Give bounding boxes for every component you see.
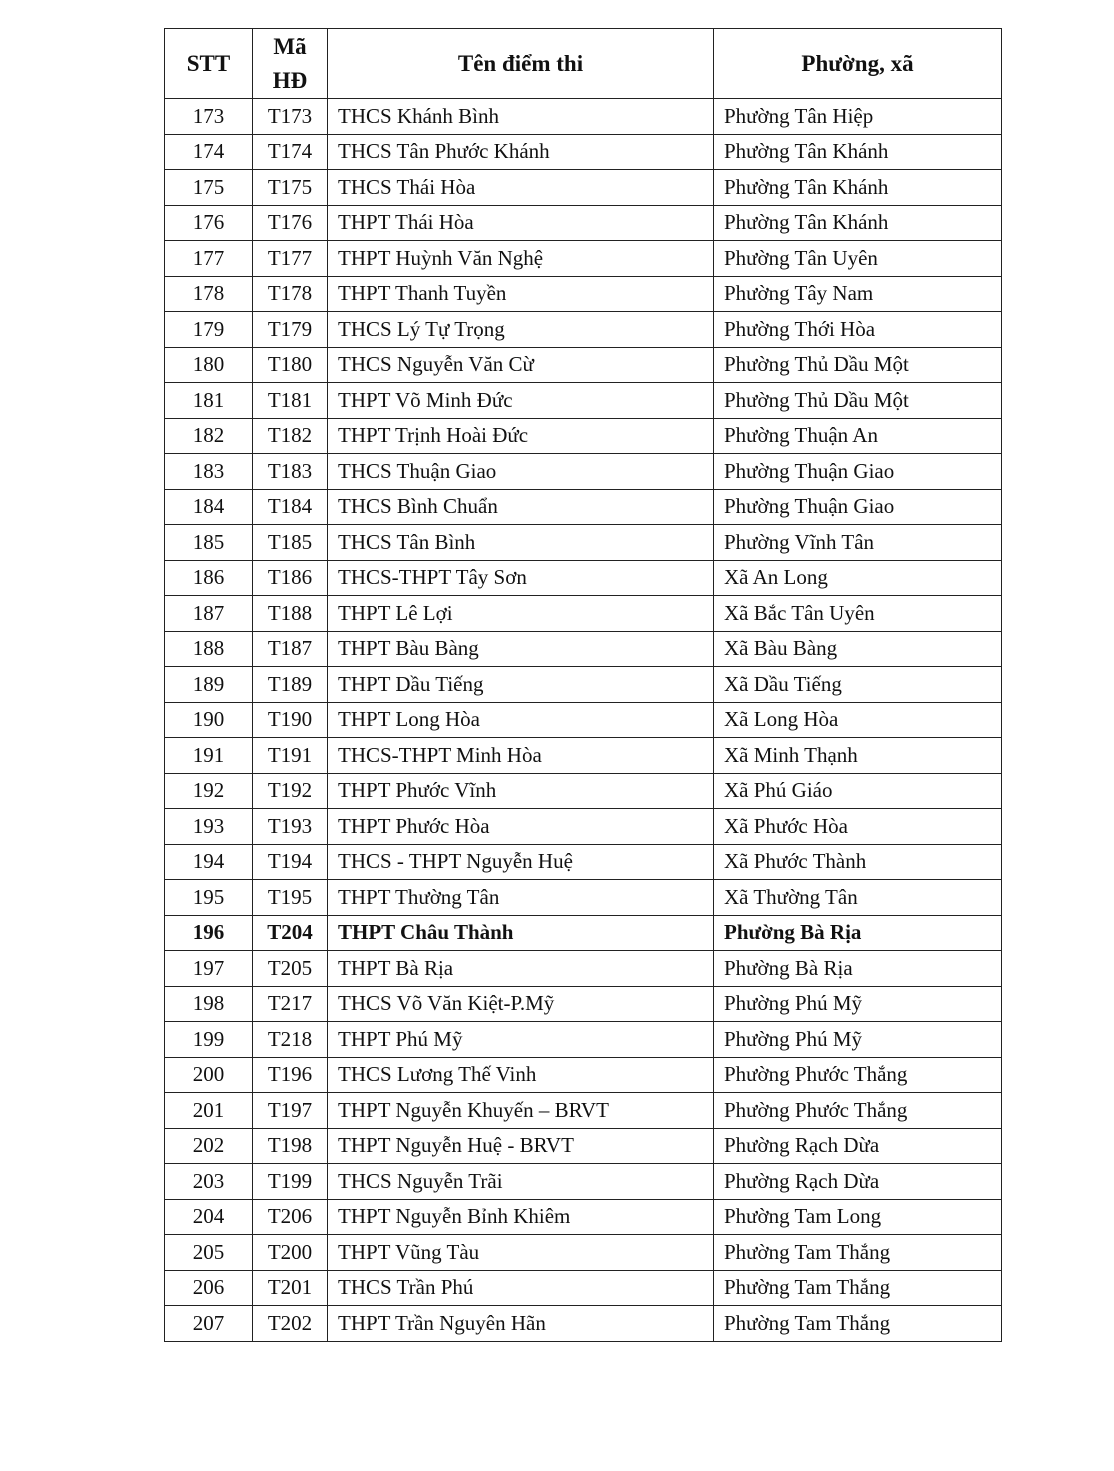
header-ward-commune: Phường, xã bbox=[714, 29, 1002, 99]
table-row bbox=[165, 773, 1002, 809]
row-stt: 185 bbox=[165, 525, 253, 561]
row-ma-hd: T217 bbox=[253, 986, 328, 1022]
row-ward-commune: Xã Phước Hòa bbox=[714, 809, 1002, 845]
table-row bbox=[165, 1199, 1002, 1235]
row-ma-hd: T200 bbox=[253, 1235, 328, 1271]
row-ward-commune: Phường Phước Thắng bbox=[714, 1093, 1002, 1129]
row-exam-site-name: THCS Nguyễn Trãi bbox=[328, 1164, 714, 1200]
row-ward-commune: Phường Bà Rịa bbox=[714, 915, 1002, 951]
row-ward-commune: Phường Vĩnh Tân bbox=[714, 525, 1002, 561]
row-ma-hd: T189 bbox=[253, 667, 328, 703]
table-row bbox=[165, 1306, 1002, 1342]
table-row bbox=[165, 667, 1002, 703]
row-stt: 205 bbox=[165, 1235, 253, 1271]
row-stt: 183 bbox=[165, 454, 253, 490]
table-row bbox=[165, 809, 1002, 845]
row-stt: 187 bbox=[165, 596, 253, 632]
row-ma-hd: T188 bbox=[253, 596, 328, 632]
row-exam-site-name: THCS Tân Phước Khánh bbox=[328, 134, 714, 170]
row-exam-site-name: THPT Thanh Tuyền bbox=[328, 276, 714, 312]
row-ward-commune: Phường Thới Hòa bbox=[714, 312, 1002, 348]
row-ward-commune: Phường Rạch Dừa bbox=[714, 1164, 1002, 1200]
row-ward-commune: Phường Phú Mỹ bbox=[714, 986, 1002, 1022]
row-ward-commune: Phường Thủ Dầu Một bbox=[714, 383, 1002, 419]
row-exam-site-name: THPT Dầu Tiếng bbox=[328, 667, 714, 703]
row-stt: 198 bbox=[165, 986, 253, 1022]
row-ward-commune: Phường Phước Thắng bbox=[714, 1057, 1002, 1093]
table-row bbox=[165, 205, 1002, 241]
row-stt: 179 bbox=[165, 312, 253, 348]
table-row bbox=[165, 738, 1002, 774]
row-stt: 197 bbox=[165, 951, 253, 987]
table-row bbox=[165, 1164, 1002, 1200]
row-exam-site-name: THCS Thuận Giao bbox=[328, 454, 714, 490]
row-stt: 176 bbox=[165, 205, 253, 241]
table-row bbox=[165, 986, 1002, 1022]
row-ward-commune: Xã An Long bbox=[714, 560, 1002, 596]
row-exam-site-name: THPT Trần Nguyên Hãn bbox=[328, 1306, 714, 1342]
row-stt: 204 bbox=[165, 1199, 253, 1235]
row-stt: 180 bbox=[165, 347, 253, 383]
table-row bbox=[165, 560, 1002, 596]
row-ward-commune: Xã Bắc Tân Uyên bbox=[714, 596, 1002, 632]
row-ma-hd: T174 bbox=[253, 134, 328, 170]
row-exam-site-name: THPT Nguyễn Khuyến – BRVT bbox=[328, 1093, 714, 1129]
row-ma-hd: T181 bbox=[253, 383, 328, 419]
exam-site-table bbox=[164, 28, 1002, 1342]
table-body bbox=[165, 99, 1002, 1342]
header-ma-hd bbox=[253, 29, 328, 99]
row-ward-commune: Xã Phước Thành bbox=[714, 844, 1002, 880]
table-row bbox=[165, 631, 1002, 667]
row-stt: 178 bbox=[165, 276, 253, 312]
row-ma-hd: T193 bbox=[253, 809, 328, 845]
row-ward-commune: Phường Thủ Dầu Một bbox=[714, 347, 1002, 383]
row-ma-hd: T184 bbox=[253, 489, 328, 525]
row-exam-site-name: THCS Thái Hòa bbox=[328, 170, 714, 206]
row-stt: 191 bbox=[165, 738, 253, 774]
row-ma-hd: T204 bbox=[253, 915, 328, 951]
row-exam-site-name: THPT Huỳnh Văn Nghệ bbox=[328, 241, 714, 277]
row-ma-hd: T177 bbox=[253, 241, 328, 277]
table-row bbox=[165, 489, 1002, 525]
row-ward-commune: Phường Tam Thắng bbox=[714, 1306, 1002, 1342]
row-ward-commune: Xã Phú Giáo bbox=[714, 773, 1002, 809]
row-ward-commune: Xã Thường Tân bbox=[714, 880, 1002, 916]
header-row bbox=[165, 29, 1002, 99]
row-ward-commune: Phường Rạch Dừa bbox=[714, 1128, 1002, 1164]
row-ma-hd: T195 bbox=[253, 880, 328, 916]
row-exam-site-name: THCS-THPT Tây Sơn bbox=[328, 560, 714, 596]
row-exam-site-name: THPT Phú Mỹ bbox=[328, 1022, 714, 1058]
row-stt: 177 bbox=[165, 241, 253, 277]
row-ma-hd: T179 bbox=[253, 312, 328, 348]
table-row bbox=[165, 1022, 1002, 1058]
table-row bbox=[165, 1057, 1002, 1093]
row-exam-site-name: THCS Nguyễn Văn Cừ bbox=[328, 347, 714, 383]
row-exam-site-name: THPT Vũng Tàu bbox=[328, 1235, 714, 1271]
row-exam-site-name: THCS Lương Thế Vinh bbox=[328, 1057, 714, 1093]
table-row bbox=[165, 525, 1002, 561]
row-ward-commune: Phường Tân Khánh bbox=[714, 134, 1002, 170]
row-exam-site-name: THPT Phước Hòa bbox=[328, 809, 714, 845]
row-exam-site-name: THPT Nguyễn Bỉnh Khiêm bbox=[328, 1199, 714, 1235]
row-ma-hd: T206 bbox=[253, 1199, 328, 1235]
row-exam-site-name: THCS Bình Chuẩn bbox=[328, 489, 714, 525]
row-ma-hd: T190 bbox=[253, 702, 328, 738]
row-ma-hd: T198 bbox=[253, 1128, 328, 1164]
table-row bbox=[165, 134, 1002, 170]
row-ward-commune: Phường Thuận Giao bbox=[714, 489, 1002, 525]
row-ward-commune: Phường Thuận Giao bbox=[714, 454, 1002, 490]
row-ma-hd: T176 bbox=[253, 205, 328, 241]
row-stt: 188 bbox=[165, 631, 253, 667]
row-exam-site-name: THPT Lê Lợi bbox=[328, 596, 714, 632]
row-stt: 193 bbox=[165, 809, 253, 845]
row-ma-hd: T194 bbox=[253, 844, 328, 880]
row-ma-hd: T183 bbox=[253, 454, 328, 490]
header-ma-line1: Mã bbox=[273, 34, 307, 60]
row-ma-hd: T180 bbox=[253, 347, 328, 383]
row-exam-site-name: THCS Võ Văn Kiệt-P.Mỹ bbox=[328, 986, 714, 1022]
row-exam-site-name: THPT Phước Vĩnh bbox=[328, 773, 714, 809]
row-exam-site-name: THCS-THPT Minh Hòa bbox=[328, 738, 714, 774]
table-row bbox=[165, 1270, 1002, 1306]
row-exam-site-name: THPT Châu Thành bbox=[328, 915, 714, 951]
table-row bbox=[165, 951, 1002, 987]
row-stt: 181 bbox=[165, 383, 253, 419]
table-row bbox=[165, 1128, 1002, 1164]
row-ma-hd: T201 bbox=[253, 1270, 328, 1306]
row-exam-site-name: THPT Võ Minh Đức bbox=[328, 383, 714, 419]
row-ward-commune: Phường Tam Thắng bbox=[714, 1235, 1002, 1271]
row-stt: 195 bbox=[165, 880, 253, 916]
row-stt: 192 bbox=[165, 773, 253, 809]
row-stt: 182 bbox=[165, 418, 253, 454]
row-ma-hd: T185 bbox=[253, 525, 328, 561]
row-ward-commune: Phường Tam Long bbox=[714, 1199, 1002, 1235]
table-row bbox=[165, 454, 1002, 490]
row-stt: 174 bbox=[165, 134, 253, 170]
table-row bbox=[165, 383, 1002, 419]
row-exam-site-name: THCS - THPT Nguyễn Huệ bbox=[328, 844, 714, 880]
row-exam-site-name: THPT Nguyễn Huệ - BRVT bbox=[328, 1128, 714, 1164]
row-ma-hd: T178 bbox=[253, 276, 328, 312]
row-ward-commune: Xã Minh Thạnh bbox=[714, 738, 1002, 774]
table-row bbox=[165, 347, 1002, 383]
row-stt: 175 bbox=[165, 170, 253, 206]
row-exam-site-name: THCS Khánh Bình bbox=[328, 99, 714, 135]
row-stt: 200 bbox=[165, 1057, 253, 1093]
row-exam-site-name: THPT Bàu Bàng bbox=[328, 631, 714, 667]
row-ward-commune: Phường Bà Rịa bbox=[714, 951, 1002, 987]
row-stt: 190 bbox=[165, 702, 253, 738]
row-ward-commune: Xã Long Hòa bbox=[714, 702, 1002, 738]
table-row bbox=[165, 596, 1002, 632]
row-ward-commune: Phường Tân Khánh bbox=[714, 205, 1002, 241]
row-stt: 199 bbox=[165, 1022, 253, 1058]
row-exam-site-name: THCS Tân Bình bbox=[328, 525, 714, 561]
row-ward-commune: Phường Tân Khánh bbox=[714, 170, 1002, 206]
row-ma-hd: T191 bbox=[253, 738, 328, 774]
row-stt: 202 bbox=[165, 1128, 253, 1164]
row-exam-site-name: THCS Lý Tự Trọng bbox=[328, 312, 714, 348]
row-ma-hd: T218 bbox=[253, 1022, 328, 1058]
table-row bbox=[165, 170, 1002, 206]
row-stt: 173 bbox=[165, 99, 253, 135]
table-row bbox=[165, 1093, 1002, 1129]
row-exam-site-name: THPT Thường Tân bbox=[328, 880, 714, 916]
table-row bbox=[165, 241, 1002, 277]
row-stt: 203 bbox=[165, 1164, 253, 1200]
row-ma-hd: T182 bbox=[253, 418, 328, 454]
row-ward-commune: Phường Tân Hiệp bbox=[714, 99, 1002, 135]
row-ward-commune: Phường Thuận An bbox=[714, 418, 1002, 454]
row-stt: 207 bbox=[165, 1306, 253, 1342]
header-stt: STT bbox=[165, 29, 253, 99]
row-ma-hd: T192 bbox=[253, 773, 328, 809]
row-stt: 184 bbox=[165, 489, 253, 525]
table-row bbox=[165, 418, 1002, 454]
row-ward-commune: Xã Bàu Bàng bbox=[714, 631, 1002, 667]
row-stt: 186 bbox=[165, 560, 253, 596]
row-exam-site-name: THPT Thái Hòa bbox=[328, 205, 714, 241]
row-ma-hd: T199 bbox=[253, 1164, 328, 1200]
row-exam-site-name: THPT Long Hòa bbox=[328, 702, 714, 738]
row-ward-commune: Phường Tam Thắng bbox=[714, 1270, 1002, 1306]
row-exam-site-name: THPT Trịnh Hoài Đức bbox=[328, 418, 714, 454]
table-row bbox=[165, 880, 1002, 916]
row-ma-hd: T202 bbox=[253, 1306, 328, 1342]
row-stt: 201 bbox=[165, 1093, 253, 1129]
row-ma-hd: T173 bbox=[253, 99, 328, 135]
header-ma-line2: HĐ bbox=[272, 67, 308, 93]
table-header bbox=[165, 29, 1002, 99]
row-stt: 206 bbox=[165, 1270, 253, 1306]
table-row bbox=[165, 1235, 1002, 1271]
row-stt: 194 bbox=[165, 844, 253, 880]
row-ma-hd: T175 bbox=[253, 170, 328, 206]
table-row bbox=[165, 844, 1002, 880]
row-ward-commune: Phường Phú Mỹ bbox=[714, 1022, 1002, 1058]
header-exam-site-name: Tên điểm thi bbox=[328, 29, 714, 99]
table-row bbox=[165, 702, 1002, 738]
table-row bbox=[165, 915, 1002, 951]
row-ward-commune: Phường Tân Uyên bbox=[714, 241, 1002, 277]
table-row bbox=[165, 312, 1002, 348]
row-stt: 196 bbox=[165, 915, 253, 951]
row-exam-site-name: THCS Trần Phú bbox=[328, 1270, 714, 1306]
row-exam-site-name: THPT Bà Rịa bbox=[328, 951, 714, 987]
row-ma-hd: T196 bbox=[253, 1057, 328, 1093]
row-stt: 189 bbox=[165, 667, 253, 703]
table-row bbox=[165, 99, 1002, 135]
row-ward-commune: Xã Dầu Tiếng bbox=[714, 667, 1002, 703]
table-row bbox=[165, 276, 1002, 312]
row-ma-hd: T205 bbox=[253, 951, 328, 987]
row-ma-hd: T187 bbox=[253, 631, 328, 667]
row-ma-hd: T197 bbox=[253, 1093, 328, 1129]
row-ward-commune: Phường Tây Nam bbox=[714, 276, 1002, 312]
row-ma-hd: T186 bbox=[253, 560, 328, 596]
